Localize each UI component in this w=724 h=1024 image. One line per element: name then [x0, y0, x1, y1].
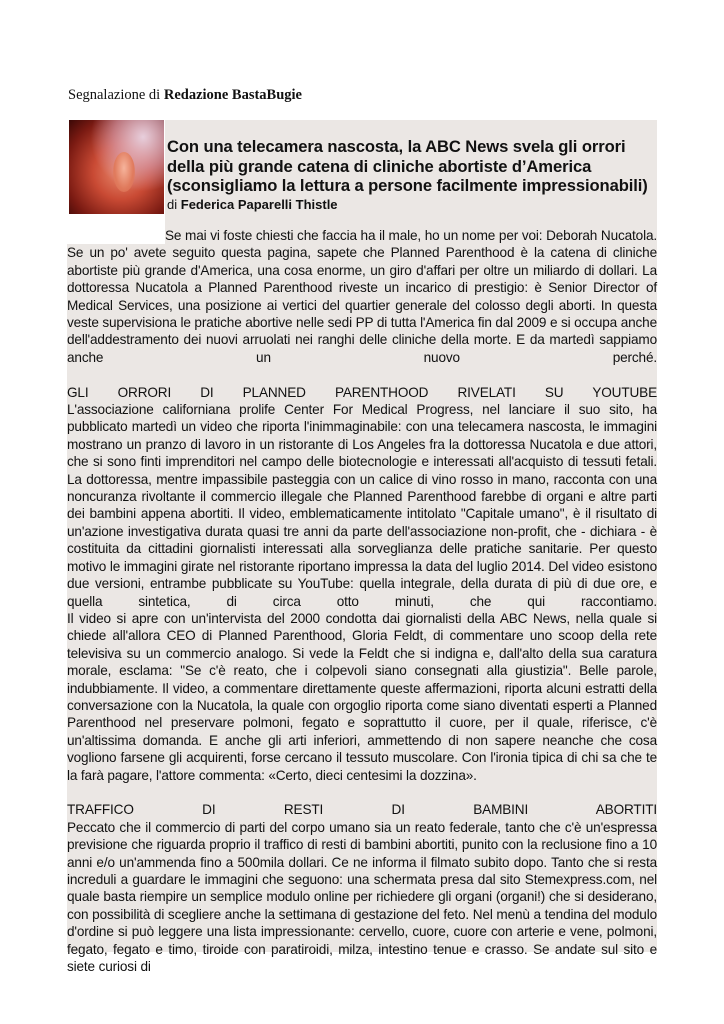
article-header: [167, 137, 657, 213]
section-heading: TRAFFICO DI RESTI DI BAMBINI ABORTITI: [67, 802, 657, 818]
article-title: Con una telecamera nascosta, la ABC News svela gli orrori della più grande catena di cliniche abortiste d’America (sconsigliamo la lettura a persone facilmente impressionabili): [167, 137, 648, 195]
source-prefix: Segnalazione di: [68, 87, 161, 103]
fetus-photo-icon: [69, 120, 164, 214]
intro-paragraph: Se mai vi foste chiesti che faccia ha il male, ho un nome per voi: Deborah Nucatola. Se un po' avete seguito questa pagina, sapete che Planned Parenthood è la catena di cliniche abortiste più grande d'America, una cosa enorme, un giro d'affari per oltre un miliardo di dollari. La dottoressa Nucatola a Planned Parenthood riveste un incarico di prestigio: è Senior Director of Medical Services, una posizione ai vertici del quartier generale del colosso degli aborti. In questa veste supervisiona le pratiche abortive nelle sedi PP di tutta l'America fin dal 2009 e si occupa anche dell'addestramento dei nuovi arruolati nei ranghi delle cliniche della morte. E da martedì sappiamo anche un nuovo perché.: [67, 228, 657, 365]
source-attribution: [68, 87, 302, 104]
spacer: [67, 784, 657, 801]
section-heading: GLI ORRORI DI PLANNED PARENTHOOD RIVELATI SU YOUTUBE: [67, 384, 657, 400]
section-paragraph: L'associazione californiana prolife Center For Medical Progress, nel lanciare il suo sito, ha pubblicato martedì un video che riporta l'inimmaginabile: con una telecamera nascosta, le immagini mostrano un pranzo di lavoro in un ristorante di Los Angeles fra la dottoressa Nucatola e due attori, che si sono finti imprenditori nel campo delle biotecnologie e interessati all'acquisto di tessuti fetali. La dottoressa, mentre impassibile pasteggia con un calice di vino rosso in mano, racconta con una noncuranza rivoltante il commercio illegale che Planned Parenthood farebbe di organi e altre parti dei bambini appena abortiti. Il video, emblematicamente intitolato "Capitale umano", è il risultato di un'azione investigativa durata quasi tre anni da parte dell'associazione non-profit, che - dichiara - è costituita da cittadini giornalisti interessati alla sorveglianza delle pratiche sanitarie. Per questo motivo le immagini girate nel ristorante riportano impressa la data del luglio 2014. Del video esistono due versioni, entrambe pubblicate su YouTube: quella integrale, della durata di più di due ore, e quella sintetica, di circa otto minuti, che qui raccontiamo.: [67, 402, 657, 609]
section-paragraph: Peccato che il commercio di parti del corpo umano sia un reato federale, tanto che c'è un'espressa previsione che riguarda proprio il traffico di resti di bambini abortiti, punito con la reclusione fino a 10 anni e/o un'ammenda fino a 500mila dollari. Ce ne informa il filmato subito dopo. Tanto che si resta increduli a guardare le immagini che seguono: una schermata presa dal sito Stemexpress.com, nel quale basta riempire un semplice modulo online per richiedere gli organi (organi!) che si desiderano, con possibilità di scegliere anche la settimana di gestazione del feto. Nel menù a tendina del modulo d'ordine si può leggere una lista impressionante: cervello, cuore, cuore con arterie e vene, polmoni, fegato, fegato e timo, tiroide con paratiroidi, milza, intestino tenue e crasso. Se andate sul sito e siete curiosi di: [67, 819, 657, 975]
byline-prefix: di: [167, 196, 178, 212]
byline: [167, 196, 657, 213]
section-paragraph: Il video si apre con un'intervista del 2000 condotta dai giornalisti della ABC News, nella quale si chiede all'allora CEO di Planned Parenthood, Gloria Feldt, di commentare uno scoop della rete televisiva su un commercio analogo. Si vede la Feldt che si indigna e, dall'alto della sua caratura morale, esclama: "Se c'è reato, che i colpevoli siano consegnati alla giustizia". Belle parole, indubbiamente. Il video, a commentare direttamente queste affermazioni, riporta alcuni estratti della conversazione con la Nucatola, la quale con orgoglio riporta come siano diventati esperti a Planned Parenthood nel preservare polmoni, fegato e soprattutto il cuore, per il quale, riferisce, c'è un'altissima domanda. E anche gli arti inferiori, ammettendo di non sapere neanche che cosa vogliono farsene gli acquirenti, forse cercano il tessuto muscolare. Con l'ironia tipica di chi sa che te la farà pagare, l'attore commenta: «Certo, dieci centesimi la dozzina».: [67, 610, 657, 783]
source-name: Redazione BastaBugie: [163, 87, 302, 103]
author-name: Federica Paparelli Thistle: [180, 196, 338, 212]
article-body: [67, 227, 657, 975]
spacer: [67, 366, 657, 383]
hand-shape: [113, 152, 135, 192]
